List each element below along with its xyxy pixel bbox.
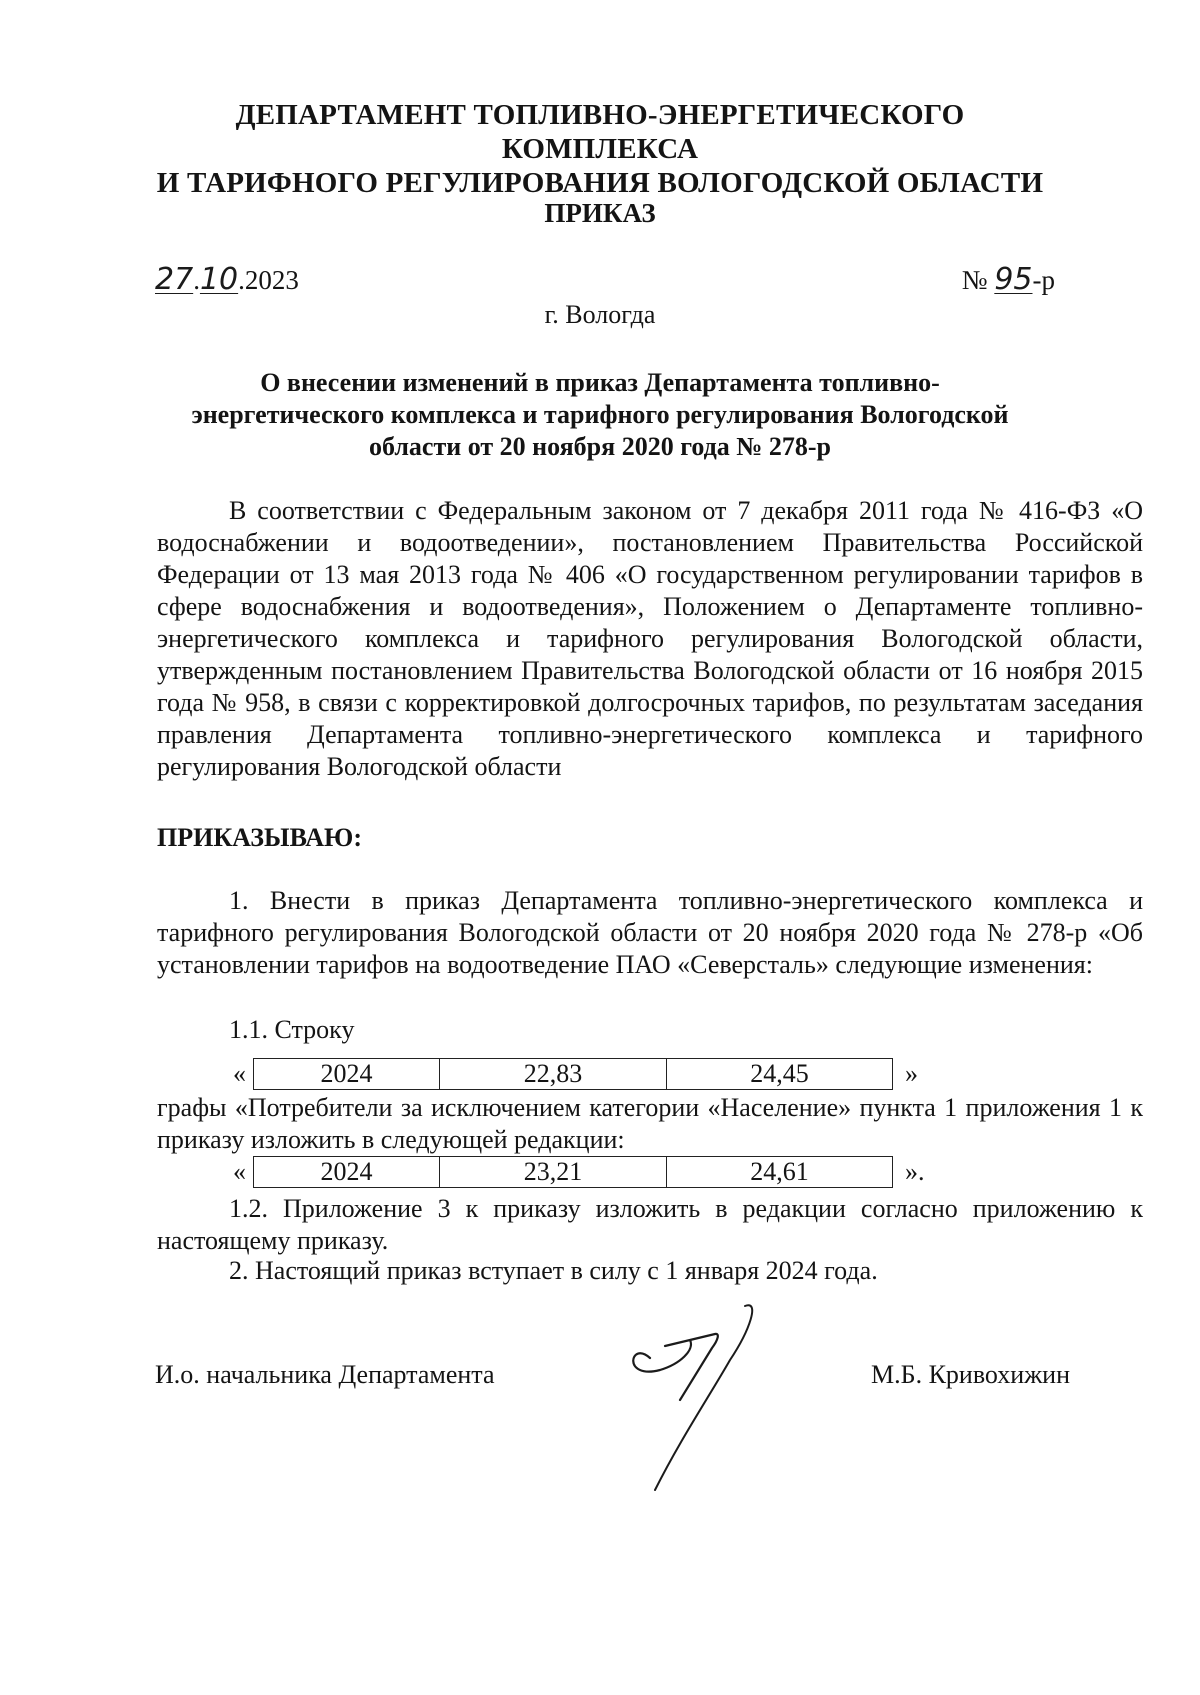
date-separator: .	[193, 265, 200, 295]
new-row-value-1: 23,21	[440, 1157, 667, 1188]
decree-word: ПРИКАЗЫВАЮ:	[157, 823, 362, 852]
old-row-value-1: 22,83	[440, 1059, 667, 1090]
number-prefix: №	[961, 265, 988, 295]
new-row-year: 2024	[254, 1157, 440, 1188]
old-row-year: 2024	[254, 1059, 440, 1090]
date-month: 10	[199, 262, 239, 297]
table-row	[254, 1059, 893, 1090]
number-value: 95	[994, 262, 1033, 297]
new-row-value-2: 24,61	[667, 1157, 893, 1188]
new-row	[233, 1155, 925, 1189]
signatory-name: М.Б. Кривохижин	[871, 1360, 1070, 1389]
subject-line-1: О внесении изменений в приказ Департамента топливно-	[260, 368, 940, 397]
order-number	[962, 262, 1055, 297]
item-1-2-paragraph: 1.2. Приложение 3 к приказу изложить в редакции согласно приложению к настоящему приказу.	[157, 1194, 1143, 1255]
item-2-paragraph: 2. Настоящий приказ вступает в силу с 1 января 2024 года.	[229, 1256, 878, 1285]
new-row-close-quote: ».	[905, 1157, 925, 1186]
table-row	[254, 1157, 893, 1188]
old-row-table	[253, 1058, 893, 1090]
item-1-1-label: 1.1. Строку	[229, 1015, 355, 1044]
signatory-position: И.о. начальника Департамента	[155, 1360, 495, 1389]
handwritten-signature	[620, 1300, 800, 1500]
item-1-paragraph: 1. Внести в приказ Департамента топливно-энергетического комплекса и тарифного регулирования Вологодской области от 20 ноября 2020 года № 278-р «Об установлении тарифов на водоотведение ПАО «Северсталь» следующие изменения:	[157, 886, 1143, 979]
old-row	[233, 1057, 918, 1091]
subject-line-2: энергетического комплекса и тарифного регулирования Вологодской	[191, 400, 1009, 429]
preamble-paragraph: В соответствии с Федеральным законом от 7 декабря 2011 года № 416-ФЗ «О водоснабжении и водоотведении», постановлением Правительства Российской Федерации от 13 мая 2013 года № 406 «О государственном регулировании тарифов в сфере водоснабжения и водоотведения», Положением о Департаменте топливно-энергетического комплекса и тарифного регулирования Вологодской области, утвержденным постановлением Правительства Вологодской области от 16 ноября 2015 года № 958, в связи с корректировкой долгосрочных тарифов, по результатам заседания правления Департамента топливно-энергетического комплекса и тарифного регулирования Вологодской области	[157, 496, 1143, 781]
department-line-1: ДЕПАРТАМЕНТ ТОПЛИВНО-ЭНЕРГЕТИЧЕСКОГО КОМПЛЕКСА	[235, 99, 965, 165]
date-year: .2023	[238, 265, 299, 295]
order-date	[155, 262, 299, 297]
new-row-open-quote: «	[233, 1157, 246, 1186]
document-type: ПРИКАЗ	[544, 198, 656, 228]
new-row-table	[253, 1156, 893, 1188]
department-name	[150, 98, 1050, 200]
number-suffix: -р	[1032, 265, 1055, 295]
city: г. Вологда	[544, 300, 656, 329]
old-row-close-quote: »	[905, 1059, 918, 1088]
old-row-value-2: 24,45	[667, 1059, 893, 1090]
item-1-1-text: графы «Потребители за исключением категории «Население» пункта 1 приложения 1 к приказу изложить в следующей редакции:	[157, 1093, 1143, 1154]
department-line-2: И ТАРИФНОГО РЕГУЛИРОВАНИЯ ВОЛОГОДСКОЙ ОБЛАСТИ	[156, 167, 1044, 199]
date-day: 27	[155, 262, 194, 297]
order-subject	[180, 367, 1020, 463]
old-row-open-quote: «	[233, 1059, 246, 1088]
subject-line-3: области от 20 ноября 2020 года № 278-р	[368, 432, 832, 461]
